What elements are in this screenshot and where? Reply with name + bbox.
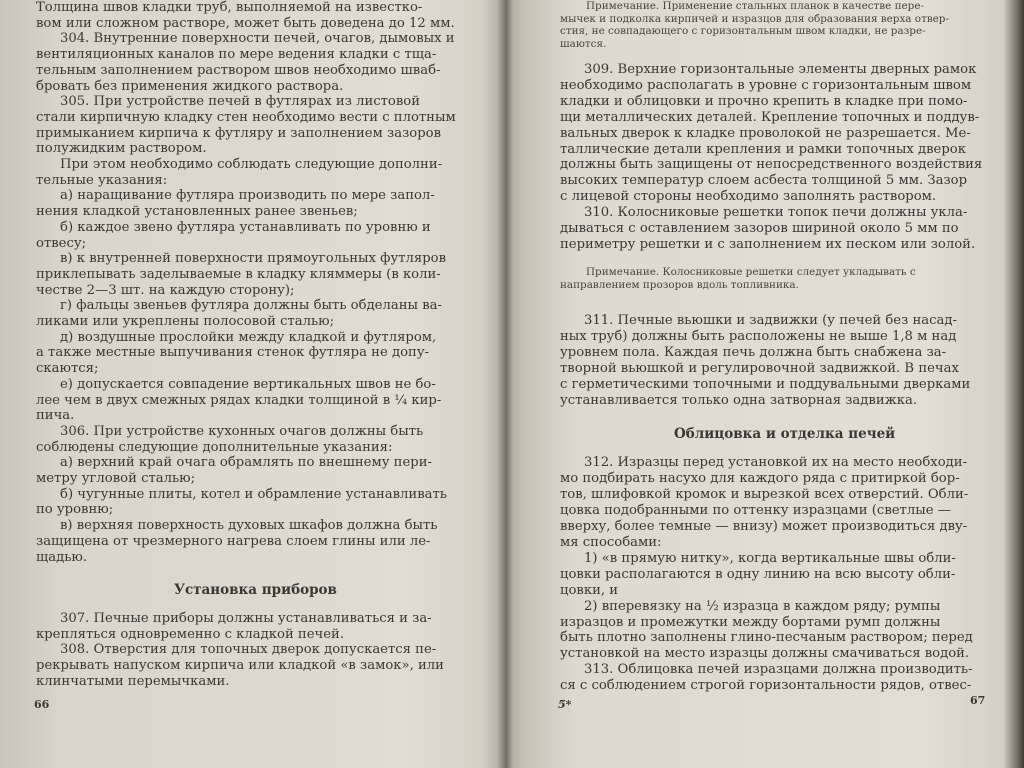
text-line: мо подбирать насухо для каждого ряда с притиркой бор-	[560, 470, 960, 486]
note-line: Примечание. Применение стальных планок в качестве пере-	[586, 0, 924, 12]
text-line: щадью.	[36, 549, 88, 565]
text-line: щи металлических деталей. Крепление топочных и поддув-	[560, 109, 980, 125]
text-line: цовка подобранными по оттенку изразцами (светлые —	[560, 502, 951, 518]
text-line: 308. Отверстия для топочных дверок допускается пе-	[60, 642, 437, 658]
text-line: б) каждое звено футляра устанавливать по уровню и	[60, 219, 431, 235]
text-line: быть плотно заполнены глино-песчаным раствором; перед	[560, 630, 973, 646]
text-line: должны быть защищены от непосредственного воздействия	[560, 157, 983, 173]
text-line: мя способами:	[560, 534, 662, 550]
text-line: 313. Облицовка печей изразцами должна производить-	[584, 662, 973, 678]
text-line: ликами или укреплены полосовой сталью;	[36, 314, 335, 329]
text-line: вентиляционных каналов по мере ведения кладки с тща-	[36, 47, 437, 63]
note-line: Примечание. Колосниковые решетки следует укладывать с	[586, 266, 916, 278]
text-line: 310. Колосниковые решетки топок печи должны укла-	[584, 205, 968, 221]
text-line: приклепывать заделываемые в кладку кляммеры (в коли-	[36, 266, 441, 282]
text-line: 311. Печные вьюшки и задвижки (у печей без насад-	[584, 313, 957, 328]
left-page	[0, 0, 500, 768]
section-heading: Установка приборов	[174, 582, 337, 598]
text-line: отвесу;	[36, 235, 87, 251]
text-line: метру угловой сталью;	[36, 471, 196, 486]
text-line: вом или сложном растворе, может быть доведена до 12 мм.	[36, 15, 455, 31]
text-line: пича.	[36, 408, 75, 424]
text-line: в) верхняя поверхность духовых шкафов должна быть	[60, 518, 438, 534]
text-line: При этом необходимо соблюдать следующие дополни-	[60, 157, 443, 172]
text-line: вверху, более темные — внизу) может производиться дву-	[560, 518, 968, 534]
text-line: установкой на место изразцы должны смачиваться водой.	[560, 646, 970, 662]
text-line: нения кладкой установленных ранее звеньев;	[36, 204, 358, 220]
text-line: лее чем в двух смежных рядах кладки толщиной в ¼ кир-	[36, 392, 442, 408]
text-line: а также местные выпучивания стенок футляра не допу-	[36, 345, 430, 361]
text-line: а) верхний край очага обрамлять по внешнему пери-	[60, 455, 432, 471]
text-line: д) воздушные прослойки между кладкой и футляром,	[60, 329, 437, 345]
text-line: полужидким раствором.	[36, 141, 207, 157]
text-line: уровнем пола. Каждая печь должна быть снабжена за-	[560, 345, 947, 360]
text-line: с герметическими топочными и поддувальными дверками	[560, 377, 971, 392]
text-line: 2) вперевязку на ½ изразца в каждом ряду; румпы	[584, 598, 941, 614]
text-line: тов, шлифовкой кромок и вырезкой всех отверстий. Обли-	[560, 486, 969, 502]
note-line: направлением прозоров вдоль топливника.	[560, 279, 799, 291]
text-line: б) чугунные плиты, котел и обрамление устанавливать	[60, 486, 447, 502]
text-line: необходимо располагать в уровне с горизонтальным швом	[560, 77, 972, 93]
page-number: 66	[34, 698, 50, 711]
text-line: цовки, и	[560, 582, 619, 598]
text-line: творной вьюшкой и регулировочной задвижкой. В печах	[560, 361, 959, 376]
signature-mark: 5*	[558, 698, 572, 711]
text-line: г) фальцы звеньев футляра должны быть обделаны ва-	[60, 298, 442, 314]
note-line: мычек и подколка кирпичей и изразцов для образования верха отвер-	[560, 12, 949, 25]
text-line: 305. При устройстве печей в футлярах из листовой	[60, 94, 421, 110]
text-line: в) к внутренней поверхности прямоугольных футляров	[60, 251, 447, 267]
text-line: 309. Верхние горизонтальные элементы дверных рамок	[584, 62, 977, 77]
text-line: Толщина швов кладки труб, выполняемой на известко-	[36, 0, 423, 15]
text-line: дываться с оставлением зазоров шириной около 5 мм по	[560, 221, 959, 236]
text-line: вальных дверок к кладке проволокой не разрешается. Ме-	[560, 125, 971, 141]
text-line: 312. Изразцы перед установкой их на место необходи-	[584, 455, 968, 470]
note-line: шаются.	[560, 37, 607, 50]
text-line: по уровню;	[36, 502, 114, 518]
note-line: стия, не совпадающего с горизонтальным швом кладки, не разре-	[560, 25, 926, 37]
text-line: стали кирпичную кладку стен необходимо вести с плотным	[36, 109, 456, 125]
text-line: кладки и облицовки и прочно крепить в кладке при помо-	[560, 93, 968, 109]
text-line: тельным заполнением раствором швов необходимо шваб-	[36, 62, 441, 78]
text-line: тельные указания:	[36, 172, 168, 188]
text-line: высоких температур слоем асбеста толщиной 5 мм. Зазор	[560, 173, 968, 189]
text-line: честве 2—3 шт. на каждую сторону);	[36, 282, 295, 298]
text-line: а) наращивание футляра производить по мере запол-	[60, 188, 435, 204]
text-line: с лицевой стороны необходимо заполнять раствором.	[560, 189, 937, 205]
text-line: ных труб) должны быть расположены не выше 1,8 м над	[560, 329, 957, 344]
text-line: 306. При устройстве кухонных очагов должны быть	[60, 423, 424, 439]
section-heading: Облицовка и отделка печей	[674, 426, 896, 442]
text-line: скаются;	[36, 361, 99, 377]
text-line: защищена от чрезмерного нагрева слоем глины или ле-	[36, 533, 431, 549]
text-line: рекрывать напуском кирпича или кладкой «в замок», или	[36, 658, 444, 674]
text-line: цовки располагаются в одну линию на всю высоту обли-	[560, 566, 956, 582]
text-line: соблюдены следующие дополнительные указания:	[36, 439, 393, 455]
text-line: крепляться одновременно с кладкой печей.	[36, 626, 345, 642]
text-line: изразцов и промежутки между бортами румп должны	[560, 614, 941, 630]
text-line: е) допускается совпадение вертикальных швов не бо-	[60, 376, 436, 392]
text-line: бровать без применения жидкого раствора.	[36, 78, 344, 94]
text-line: ся с соблюдением строгой горизонтальности рядов, отвес-	[560, 678, 972, 694]
text-line: 307. Печные приборы должны устанавливаться и за-	[60, 611, 432, 626]
text-line: устанавливается только одна затворная задвижка.	[560, 393, 918, 408]
page-number: 67	[970, 694, 986, 707]
text-line: примыканием кирпича к футляру и заполнением зазоров	[36, 125, 442, 141]
text-line: таллические детали крепления и рамки топочных дверок	[560, 141, 966, 157]
text-line: 304. Внутренние поверхности печей, очагов, дымовых и	[60, 31, 455, 47]
text-line: 1) «в прямую нитку», когда вертикальные швы обли-	[584, 550, 956, 566]
text-line: периметру решетки и с заполнением их песком или золой.	[560, 236, 976, 252]
text-line: клинчатыми перемычками.	[36, 673, 230, 689]
right-page	[512, 0, 1024, 768]
